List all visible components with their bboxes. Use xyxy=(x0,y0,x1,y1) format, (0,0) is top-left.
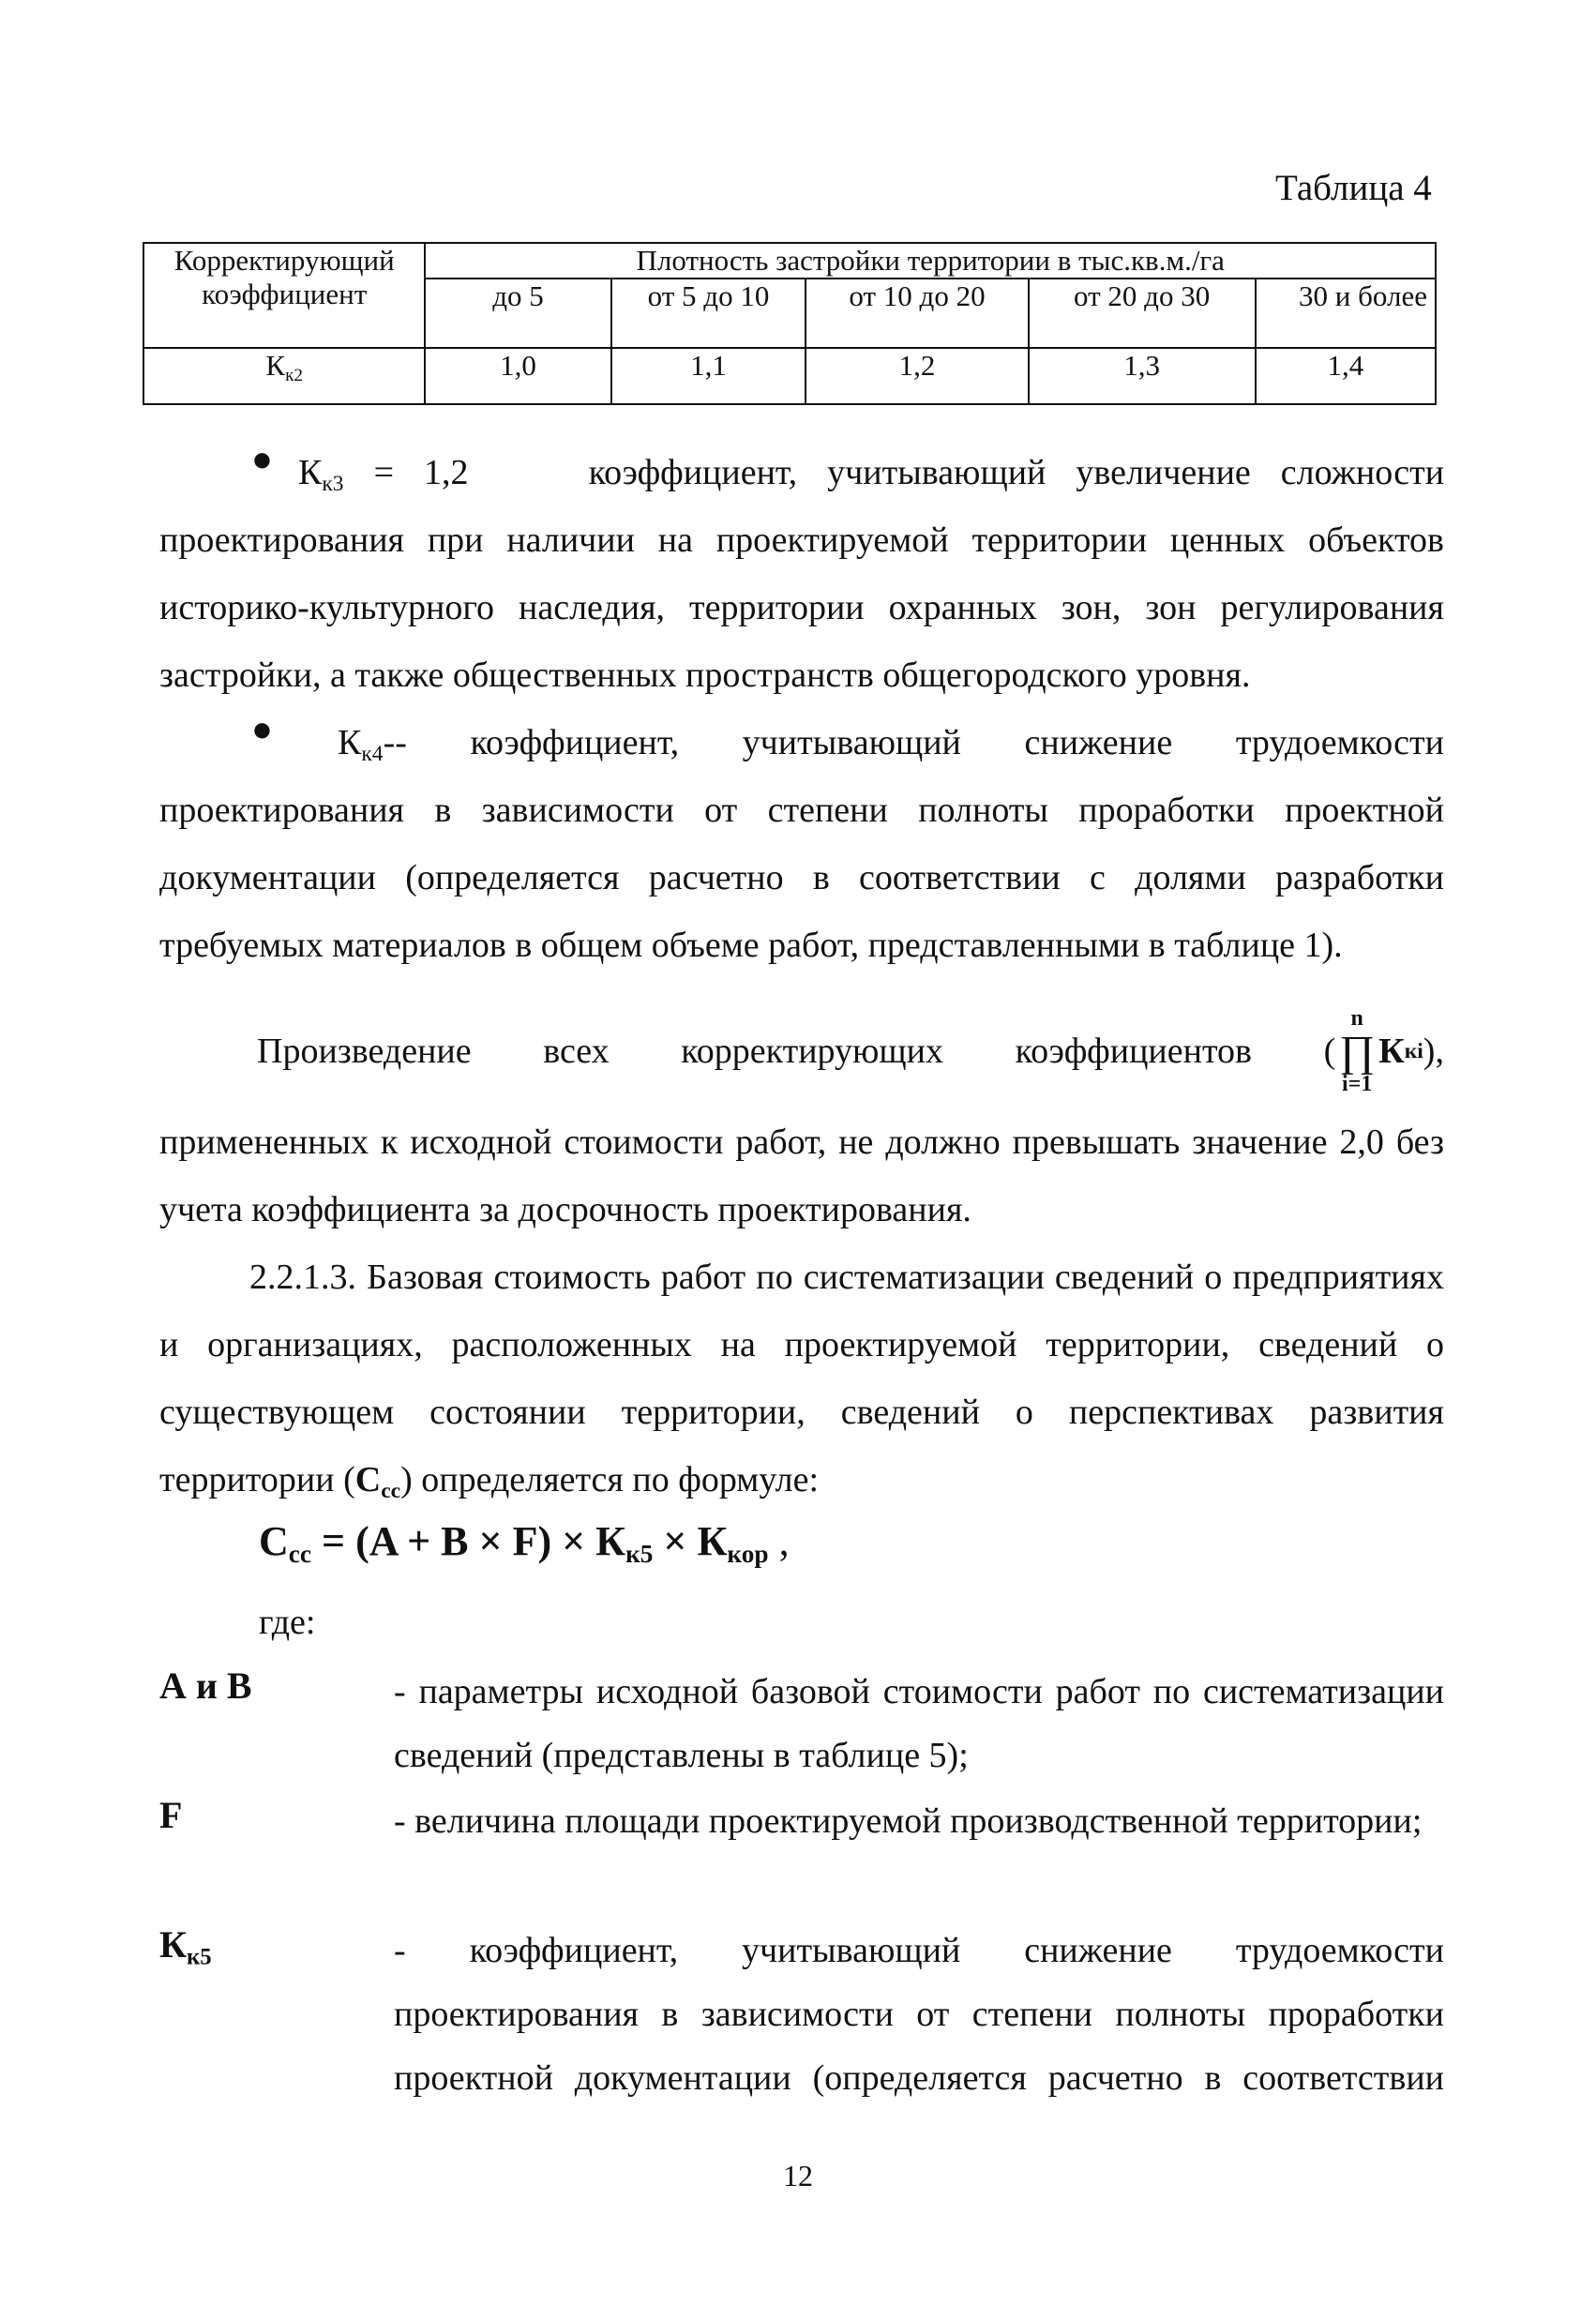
where-label: где: xyxy=(259,1603,316,1642)
paragraph-product-rest: примененных к исходной стоимости работ, не должно превышать значение 2,0 без учета коэффициента за досрочность проектирования. xyxy=(159,1122,1444,1229)
paragraph-kk3-first: $К_{к3} = 1,2$ коэффициент, учитывающий увеличение сложности xyxy=(298,453,1445,497)
table-cell: 1,1 xyxy=(611,348,806,404)
definition-kk5: - коэффициент, учитывающий снижение трудоемкости проектирования в зависимости от степени полноты проработки проектной документации (определяется расчетно в соответствии xyxy=(394,1931,1444,2098)
header-corrective-coefficient: Корректирующий коэффициент xyxy=(143,243,425,348)
text-word: всех xyxy=(543,1032,610,1071)
table-cell: 1,4 xyxy=(1256,348,1436,404)
row-label: $К_{к2}$ xyxy=(143,348,425,404)
table-cell: 1,2 xyxy=(806,348,1028,404)
paragraph-kk4-first: $К_{к4}--$ коэффициент, учитывающий снижение трудоемкости xyxy=(338,723,1444,767)
column-header: до 5 xyxy=(425,279,610,348)
term-f: F xyxy=(159,1794,183,1836)
term-a-and-b: А и В xyxy=(159,1665,252,1707)
paragraph-kk3-rest: проектирования при наличии на проектируемой территории ценных объектов историко-культурного наследия, территории охранных зон, зон регулирования застройки, а также общественных пространств общегородского уровня. xyxy=(159,520,1444,695)
text-word: корректирующих xyxy=(681,1032,944,1071)
bullet-icon: ● xyxy=(251,710,273,749)
page-number: 12 xyxy=(783,2159,813,2192)
definition-f: - величина площади проектируемой производственной территории; xyxy=(394,1801,1423,1841)
table-row xyxy=(143,348,1436,404)
product-line xyxy=(257,1007,1444,1095)
column-header: от 5 до 10 xyxy=(611,279,806,348)
table-cell: 1,0 xyxy=(425,348,610,404)
density-coefficient-table xyxy=(143,242,1437,405)
table-header-row xyxy=(143,243,1436,279)
paragraph-kk4-rest: проектирования в зависимости от степени полноты проработки проектной документации (определяется расчетно в соответствии с долями разработки требуемых материалов в общем объеме работ, представленными в таблице 1). xyxy=(159,791,1444,965)
column-header: от 10 до 20 xyxy=(806,279,1028,348)
column-header: от 20 до 30 xyxy=(1029,279,1256,348)
table-caption: Таблица 4 xyxy=(1275,168,1432,208)
header-density-group: Плотность застройки территории в тыс.кв.м./га xyxy=(425,243,1436,279)
definition-a-and-b: - параметры исходной базовой стоимости работ по систематизации сведений (представлены в таблице 5); xyxy=(394,1672,1444,1775)
bullet-icon: ● xyxy=(251,440,273,479)
product-symbol-icon: ∏ xyxy=(1339,1027,1376,1075)
table-cell: 1,3 xyxy=(1029,348,1256,404)
text-word: коэффициентов xyxy=(1015,1032,1252,1071)
term-kk5: $К_{к5}$ xyxy=(159,1923,212,1970)
product-formula: ( n ∏ i=1 К кi ), xyxy=(1323,1006,1444,1096)
column-header: 30 и более xyxy=(1256,279,1436,348)
text-word: Произведение xyxy=(257,1032,472,1071)
formula-ccc: $С_{сс} = (A + B \times F) \times К_{к5} \times К_{кор}$ , xyxy=(259,1518,790,1569)
paragraph-2213: 2.2.1.3. Базовая стоимость работ по систематизации сведений о предприятиях и организациях, расположенных на проектируемой территории, сведений о существующем состоянии территории, сведений о перспективах развития территории $(С_{сс})$ определяется по формуле: xyxy=(159,1258,1444,1504)
